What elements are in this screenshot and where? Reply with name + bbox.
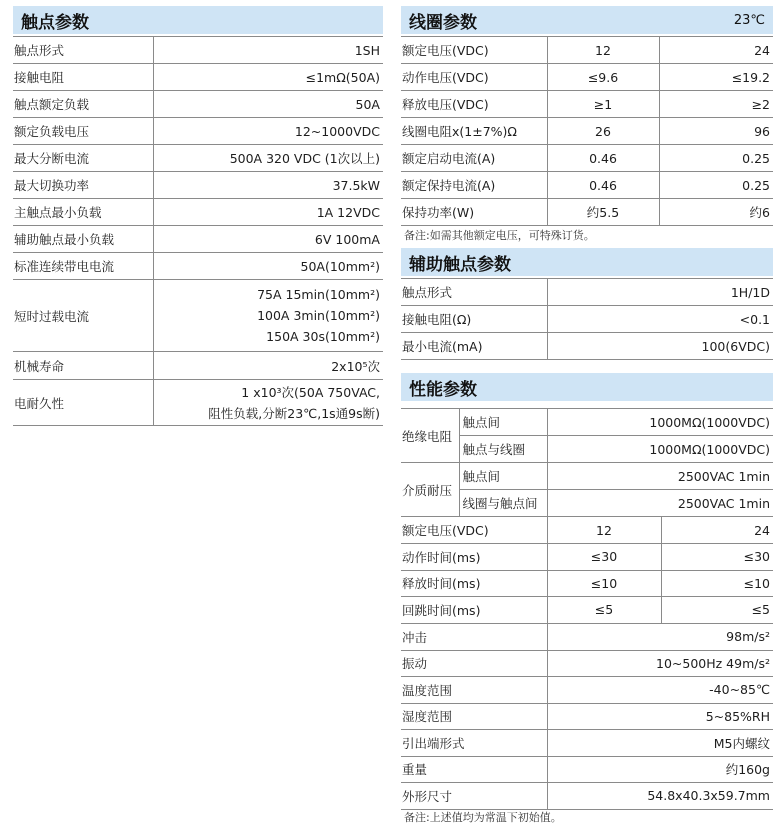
table-row (13, 172, 383, 199)
row-label: 短时过载电流 (13, 280, 153, 352)
row-value: 1000MΩ(1000VDC) (547, 436, 773, 463)
perf-insulation-table (401, 408, 773, 517)
row-value-12v: ≤9.6 (547, 64, 659, 91)
contact-params-section (13, 0, 383, 426)
row-value: 50A(10mm²) (153, 253, 383, 280)
row-label: 动作时间(ms) (401, 544, 547, 571)
coil-params-header (401, 6, 773, 34)
row-label: 主触点最小负载 (13, 199, 153, 226)
table-row (13, 253, 383, 280)
contact-params-title: 触点参数 (21, 12, 89, 33)
table-row (401, 730, 773, 757)
row-sublabel: 线圈与触点间 (459, 490, 547, 517)
row-value-12v: 26 (547, 118, 659, 145)
row-label: 温度范围 (401, 677, 547, 704)
aux-params-table (401, 278, 773, 360)
row-value: 10~500Hz 49m/s² (547, 650, 773, 677)
coil-temp: 23℃ (733, 12, 765, 28)
row-value: 54.8x40.3x59.7mm (547, 783, 773, 810)
row-value-12v: 0.46 (547, 145, 659, 172)
row-value: <0.1 (547, 306, 773, 333)
row-value (153, 280, 383, 352)
table-row (13, 352, 383, 380)
row-label: 额定电压(VDC) (401, 517, 547, 544)
right-column (401, 0, 773, 826)
row-value-12v: ≤10 (547, 570, 661, 597)
row-label: 机械寿命 (13, 352, 153, 380)
row-value-24v: ≤5 (661, 597, 773, 624)
row-value-24v: ≤10 (661, 570, 773, 597)
row-label: 触点额定负载 (13, 91, 153, 118)
row-label: 回跳时间(ms) (401, 597, 547, 624)
row-value: 2x10⁵次 (153, 352, 383, 380)
row-label: 振动 (401, 650, 547, 677)
table-row (13, 145, 383, 172)
row-sublabel: 触点与线圈 (459, 436, 547, 463)
row-value-24v: ≥2 (659, 91, 773, 118)
row-label: 触点形式 (13, 37, 153, 64)
row-value: 500A 320 VDC (1次以上) (153, 145, 383, 172)
table-row (401, 37, 773, 64)
overload-line: 100A 3min(10mm²) (257, 308, 380, 323)
row-value: 12~1000VDC (153, 118, 383, 145)
row-value-24v: 24 (661, 517, 773, 544)
row-sublabel: 触点间 (459, 463, 547, 490)
table-row (13, 380, 383, 426)
table-row (401, 677, 773, 704)
insulation-label: 绝缘电阻 (401, 409, 459, 463)
contact-params-table (13, 36, 383, 426)
row-value: 50A (153, 91, 383, 118)
table-row (401, 409, 773, 436)
aux-params-title: 辅助触点参数 (409, 254, 511, 275)
table-row (13, 199, 383, 226)
table-row (401, 172, 773, 199)
table-row (401, 756, 773, 783)
table-row (13, 91, 383, 118)
row-value: 1A 12VDC (153, 199, 383, 226)
row-value: 1SH (153, 37, 383, 64)
row-label: 接触电阻(Ω) (401, 306, 547, 333)
table-row (401, 91, 773, 118)
row-value: 2500VAC 1min (547, 490, 773, 517)
row-value-12v: 0.46 (547, 172, 659, 199)
row-value-24v: 约6 (659, 199, 773, 226)
table-row (401, 783, 773, 810)
row-label: 最小电流(mA) (401, 333, 547, 360)
row-label: 释放时间(ms) (401, 570, 547, 597)
dielectric-label: 介质耐压 (401, 463, 459, 517)
row-label: 最大分断电流 (13, 145, 153, 172)
row-label: 冲击 (401, 624, 547, 651)
table-row (401, 624, 773, 651)
aux-params-header (401, 248, 773, 276)
row-label: 额定电压(VDC) (401, 37, 547, 64)
row-value-24v: 0.25 (659, 172, 773, 199)
perf-params-header (401, 373, 773, 401)
row-value-24v: 0.25 (659, 145, 773, 172)
contact-params-header (13, 6, 383, 34)
row-value: M5内螺纹 (547, 730, 773, 757)
row-value-12v: 12 (547, 37, 659, 64)
coil-params-table (401, 36, 773, 226)
table-row (401, 703, 773, 730)
table-row (401, 650, 773, 677)
table-row (13, 280, 383, 352)
row-value: 37.5kW (153, 172, 383, 199)
row-label: 额定负载电压 (13, 118, 153, 145)
row-value: 1H/1D (547, 279, 773, 306)
row-value-12v: 约5.5 (547, 199, 659, 226)
row-value-24v: 24 (659, 37, 773, 64)
elec-life-line: 1 x10³次(50A 750VAC, (241, 384, 380, 400)
table-row (401, 64, 773, 91)
row-label: 电耐久性 (13, 380, 153, 426)
row-label: 接触电阻 (13, 64, 153, 91)
table-row (401, 463, 773, 490)
table-row (401, 517, 773, 544)
row-value: -40~85℃ (547, 677, 773, 704)
table-row (401, 279, 773, 306)
table-row (401, 306, 773, 333)
table-row (401, 544, 773, 571)
perf-params-title: 性能参数 (409, 379, 477, 400)
row-value-12v: ≥1 (547, 91, 659, 118)
row-value-12v: ≤5 (547, 597, 661, 624)
row-label: 最大切换功率 (13, 172, 153, 199)
row-label: 触点形式 (401, 279, 547, 306)
table-row (401, 597, 773, 624)
row-label: 辅助触点最小负载 (13, 226, 153, 253)
row-value: ≤1mΩ(50A) (153, 64, 383, 91)
elec-life-line: 阻性负载,分断23℃,1s通9s断) (208, 405, 380, 421)
table-row (401, 199, 773, 226)
table-row (13, 226, 383, 253)
row-label: 标准连续带电电流 (13, 253, 153, 280)
coil-params-title: 线圈参数 (409, 12, 477, 33)
overload-line: 150A 30s(10mm²) (266, 329, 380, 344)
perf-note: 备注:上述值均为常温下初始值。 (404, 810, 562, 824)
row-value: 98m/s² (547, 624, 773, 651)
table-row (401, 145, 773, 172)
table-row (13, 118, 383, 145)
perf-general-table (401, 624, 773, 810)
row-label: 动作电压(VDC) (401, 64, 547, 91)
row-value: 6V 100mA (153, 226, 383, 253)
table-row (13, 37, 383, 64)
row-value-24v: 96 (659, 118, 773, 145)
row-value-24v: ≤19.2 (659, 64, 773, 91)
row-label: 外形尺寸 (401, 783, 547, 810)
row-sublabel: 触点间 (459, 409, 547, 436)
row-label: 湿度范围 (401, 703, 547, 730)
row-value: 1000MΩ(1000VDC) (547, 409, 773, 436)
table-row (13, 64, 383, 91)
row-label: 额定保持电流(A) (401, 172, 547, 199)
row-label: 线圈电阻x(1±7%)Ω (401, 118, 547, 145)
row-value: 5~85%RH (547, 703, 773, 730)
row-label: 额定启动电流(A) (401, 145, 547, 172)
row-label: 保持功率(W) (401, 199, 547, 226)
row-value: 2500VAC 1min (547, 463, 773, 490)
table-row (401, 570, 773, 597)
row-value: 约160g (547, 756, 773, 783)
table-row (401, 333, 773, 360)
row-label: 引出端形式 (401, 730, 547, 757)
row-value (153, 380, 383, 426)
table-row (401, 118, 773, 145)
row-value: 100(6VDC) (547, 333, 773, 360)
row-value-24v: ≤30 (661, 544, 773, 571)
overload-line: 75A 15min(10mm²) (257, 287, 380, 302)
row-label: 释放电压(VDC) (401, 91, 547, 118)
row-value-12v: 12 (547, 517, 661, 544)
row-label: 重量 (401, 756, 547, 783)
row-value-12v: ≤30 (547, 544, 661, 571)
coil-note: 备注:如需其他额定电压，可特殊订货。 (404, 229, 595, 242)
perf-timing-table (401, 517, 773, 624)
